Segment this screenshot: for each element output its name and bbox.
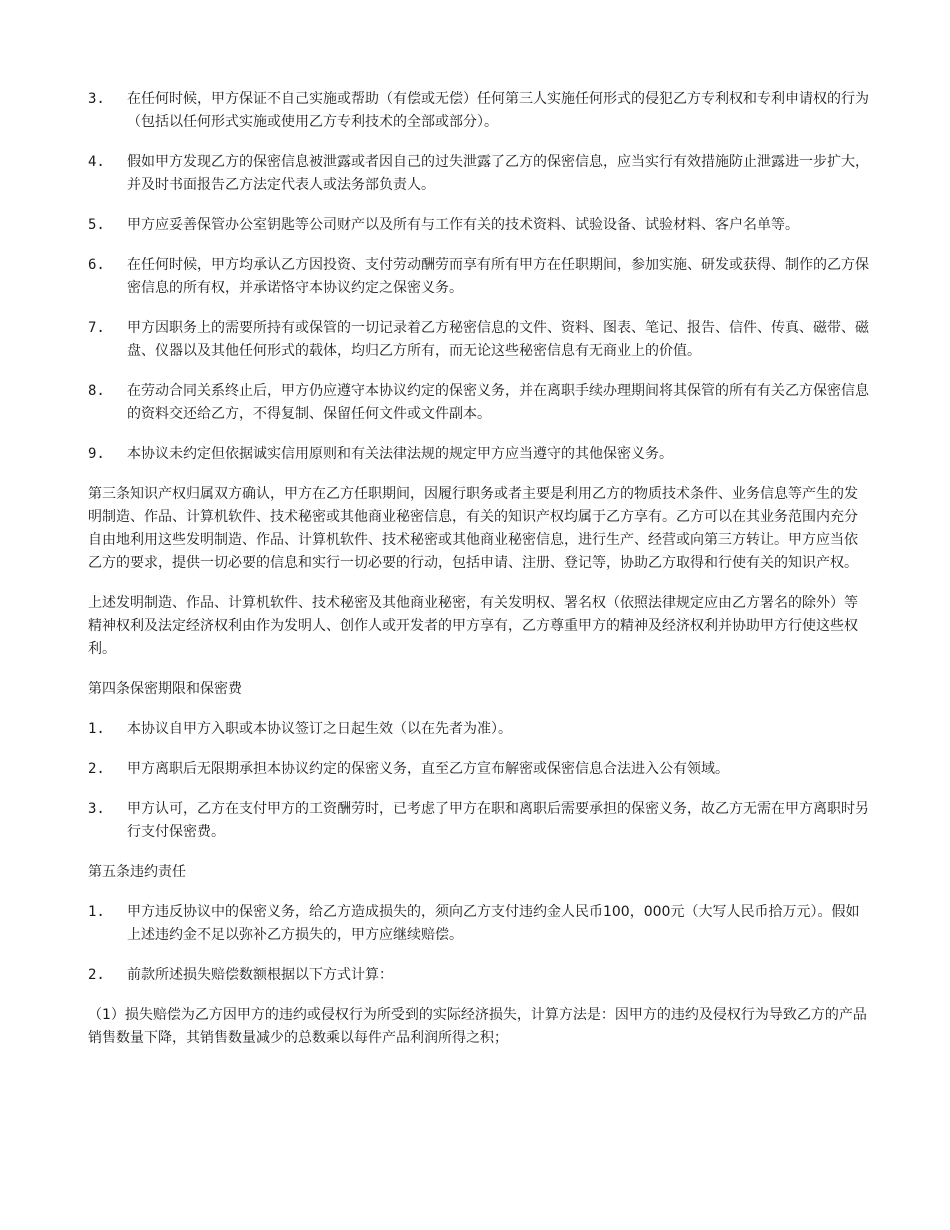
item-text: 甲方认可，乙方在支付甲方的工资酬劳时，已考虑了甲方在职和离职后需要承担的保密义务，故乙方无需在甲方离职时另行支付保密费。 <box>127 801 869 840</box>
list-item <box>88 758 870 781</box>
item-text: 甲方违反协议中的保密义务，给乙方造成损失的，须向乙方支付违约金人民币100，000元（大写人民币拾万元）。假如上述违约金不足以弥补乙方损失的，甲方应继续赔偿。 <box>127 904 860 943</box>
list-item <box>88 317 870 363</box>
item-number: 1. <box>88 904 105 920</box>
section-heading: 第五条违约责任 <box>88 864 186 880</box>
item-text: 本协议自甲方入职或本协议签订之日起生效（以在先者为准）。 <box>127 721 512 737</box>
item-text: 假如甲方发现乙方的保密信息被泄露或者因自己的过失泄露了乙方的保密信息，应当实行有效措施防止泄露进一步扩大，并及时书面报告乙方法定代表人或法务部负责人。 <box>127 154 869 193</box>
list-item <box>88 88 870 134</box>
item-number: 9. <box>88 446 105 462</box>
item-number: 3. <box>88 91 105 107</box>
moral-rights-paragraph: 上述发明制造、作品、计算机软件、技术秘密及其他商业秘密，有关发明权、署名权（依照法律规定应由乙方署名的除外）等精神权利及法定经济权利由作为发明人、创作人或开发者的甲方享有，乙方尊重甲方的精神及经济权利并协助甲方行使这些权利。 <box>88 595 858 657</box>
list-item <box>88 718 870 741</box>
section-heading: 第四条保密期限和保密费 <box>88 681 242 697</box>
item-text: 本协议未约定但依据诚实信用原则和有关法律法规的规定甲方应当遵守的其他保密义务。 <box>127 446 673 462</box>
item-text: 甲方应妥善保管办公室钥匙等公司财产以及所有与工作有关的技术资料、试验设备、试验材料、客户名单等。 <box>127 217 799 233</box>
item-number: 2. <box>88 967 105 983</box>
list-item <box>88 798 870 844</box>
item-number: 7. <box>88 320 105 336</box>
item-number: 5. <box>88 217 105 233</box>
item-text: 甲方因职务上的需要所持有或保管的一切记录着乙方秘密信息的文件、资料、图表、笔记、报告、信件、传真、磁带、磁盘、仪器以及其他任何形式的载体，均归乙方所有，而无论这些秘密信息有无商业上的价值。 <box>127 320 869 359</box>
item-text: 在任何时候，甲方保证不自己实施或帮助（有偿或无偿）任何第三人实施任何形式的侵犯乙方专利权和专利申请权的行为（包括以任何形式实施或使用乙方专利技术的全部或部分）。 <box>127 91 869 130</box>
item-text: 前款所述损失赔偿数额根据以下方式计算： <box>127 967 393 983</box>
item-number: 1. <box>88 721 105 737</box>
list-item <box>88 964 870 987</box>
document-page <box>88 88 870 1050</box>
item-text: 在劳动合同关系终止后，甲方仍应遵守本协议约定的保密义务，并在离职手续办理期间将其保管的所有有关乙方保密信息的资料交还给乙方，不得复制、保留任何文件或文件副本。 <box>127 383 869 422</box>
item-number: 8. <box>88 383 105 399</box>
list-item <box>88 214 870 237</box>
list-item <box>88 151 870 197</box>
item-text: 在任何时候，甲方均承认乙方因投资、支付劳动酬劳而享有所有甲方在任职期间，参加实施、研发或获得、制作的乙方保密信息的所有权，并承诺恪守本协议约定之保密义务。 <box>127 257 869 296</box>
list-item <box>88 901 870 947</box>
item-number: 2. <box>88 761 105 777</box>
list-item <box>88 443 870 466</box>
damages-calculation-paragraph: （1）损失赔偿为乙方因甲方的违约或侵权行为所受到的实际经济损失，计算方法是：因甲方的违约及侵权行为导致乙方的产品销售数量下降，其销售数量减少的总数乘以每件产品利润所得之积； <box>88 1007 867 1046</box>
item-number: 6. <box>88 257 105 273</box>
ip-ownership-paragraph: 第三条知识产权归属双方确认，甲方在乙方任职期间，因履行职务或者主要是利用乙方的物质技术条件、业务信息等产生的发明制造、作品、计算机软件、技术秘密或其他商业秘密信息，有关的知识产权均属于乙方享有。乙方可以在其业务范围内充分自由地利用这些发明制造、作品、计算机软件、技术秘密或其他商业秘密信息，进行生产、经营或向第三方转让。甲方应当依乙方的要求，提供一切必要的信息和实行一切必要的行动，包括申请、注册、登记等，协助乙方取得和行使有关的知识产权。 <box>88 486 858 571</box>
list-item <box>88 380 870 426</box>
item-text: 甲方离职后无限期承担本协议约定的保密义务，直至乙方宣布解密或保密信息合法进入公有领域。 <box>127 761 729 777</box>
item-number: 4. <box>88 154 105 170</box>
item-number: 3. <box>88 801 105 817</box>
list-item <box>88 254 870 300</box>
